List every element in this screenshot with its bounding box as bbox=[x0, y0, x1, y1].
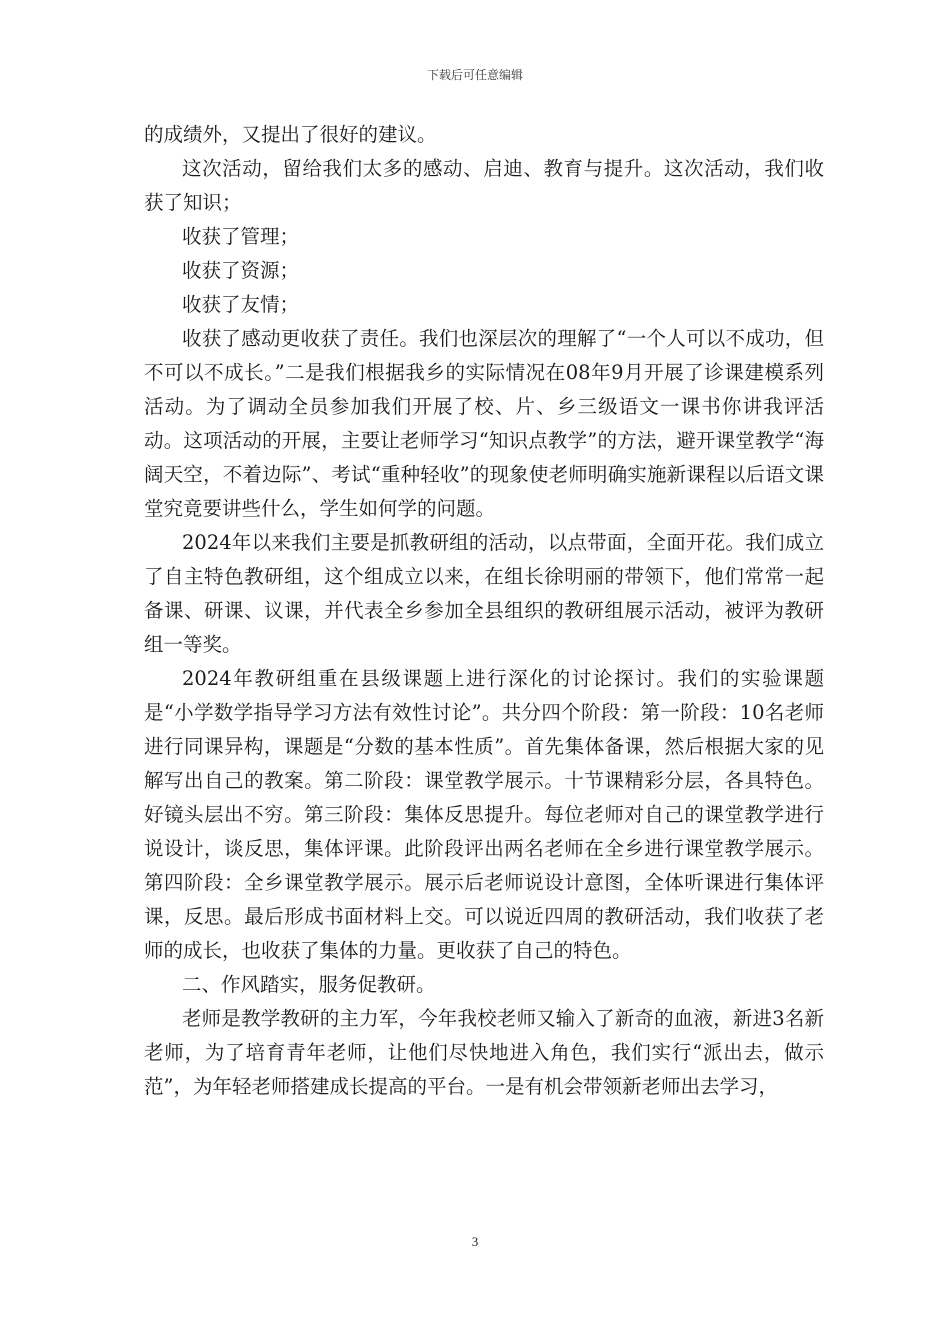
paragraph: 2024年教研组重在县级课题上进行深化的讨论探讨。我们的实验课题是“小学数学指导学习方法有效性讨论”。共分四个阶段：第一阶段：10名老师进行同课异构，课题是“分数的基本性质”。首先集体备课，然后根据大家的见解写出自己的教案。第二阶段：课堂教学展示。十节课精彩分层，各具特色。好镜头层出不穷。第三阶段：集体反思提升。每位老师对自己的课堂教学进行说设计，谈反思，集体评课。此阶段评出两名老师在全乡进行课堂教学展示。第四阶段：全乡课堂教学展示。展示后老师说设计意图，全体听课进行集体评课，反思。最后形成书面材料上交。可以说近四周的教研活动，我们收获了老师的成长，也收获了集体的力量。更收获了自己的特色。 bbox=[144, 667, 824, 962]
paragraph: 收获了管理； bbox=[182, 225, 300, 248]
paragraph: 2024年以来我们主要是抓教研组的活动，以点带面，全面开花。我们成立了自主特色教研组，这个组成立以来，在组长徐明丽的带领下，他们常常一起备课、研课、议课，并代表全乡参加全县组织的教研组展示活动，被评为教研组一等奖。 bbox=[144, 531, 824, 656]
page-number: 3 bbox=[471, 1234, 479, 1249]
paragraph: 老师是教学教研的主力军，今年我校老师又输入了新奇的血液，新进3名新老师，为了培育青年老师，让他们尽快地进入角色，我们实行“派出去，做示范”，为年轻老师搭建成长提高的平台。一是有机会带领新老师出去学习， bbox=[144, 1007, 824, 1098]
paragraph: 的成绩外，又提出了很好的建议。 bbox=[144, 123, 437, 146]
document-body bbox=[144, 118, 824, 1104]
page-header: 下载后可任意编辑 bbox=[426, 68, 523, 82]
paragraph: 收获了资源； bbox=[182, 259, 300, 282]
section-heading: 二、作风踏实，服务促教研。 bbox=[182, 973, 436, 996]
paragraph: 收获了友情； bbox=[182, 293, 300, 316]
paragraph: 这次活动，留给我们太多的感动、启迪、教育与提升。这次活动，我们收获了知识； bbox=[144, 157, 824, 214]
paragraph: 收获了感动更收获了责任。我们也深层次的理解了“一个人可以不成功，但不可以不成长。”二是我们根据我乡的实际情况在08年9月开展了诊课建模系列活动。为了调动全员参加我们开展了校、片、乡三级语文一课书你讲我评活动。这项活动的开展，主要让老师学习“知识点教学”的方法，避开课堂教学“海阔天空，不着边际”、考试“重种轻收”的现象使老师明确实施新课程以后语文课堂究竟要讲些什么，学生如何学的问题。 bbox=[144, 327, 824, 520]
